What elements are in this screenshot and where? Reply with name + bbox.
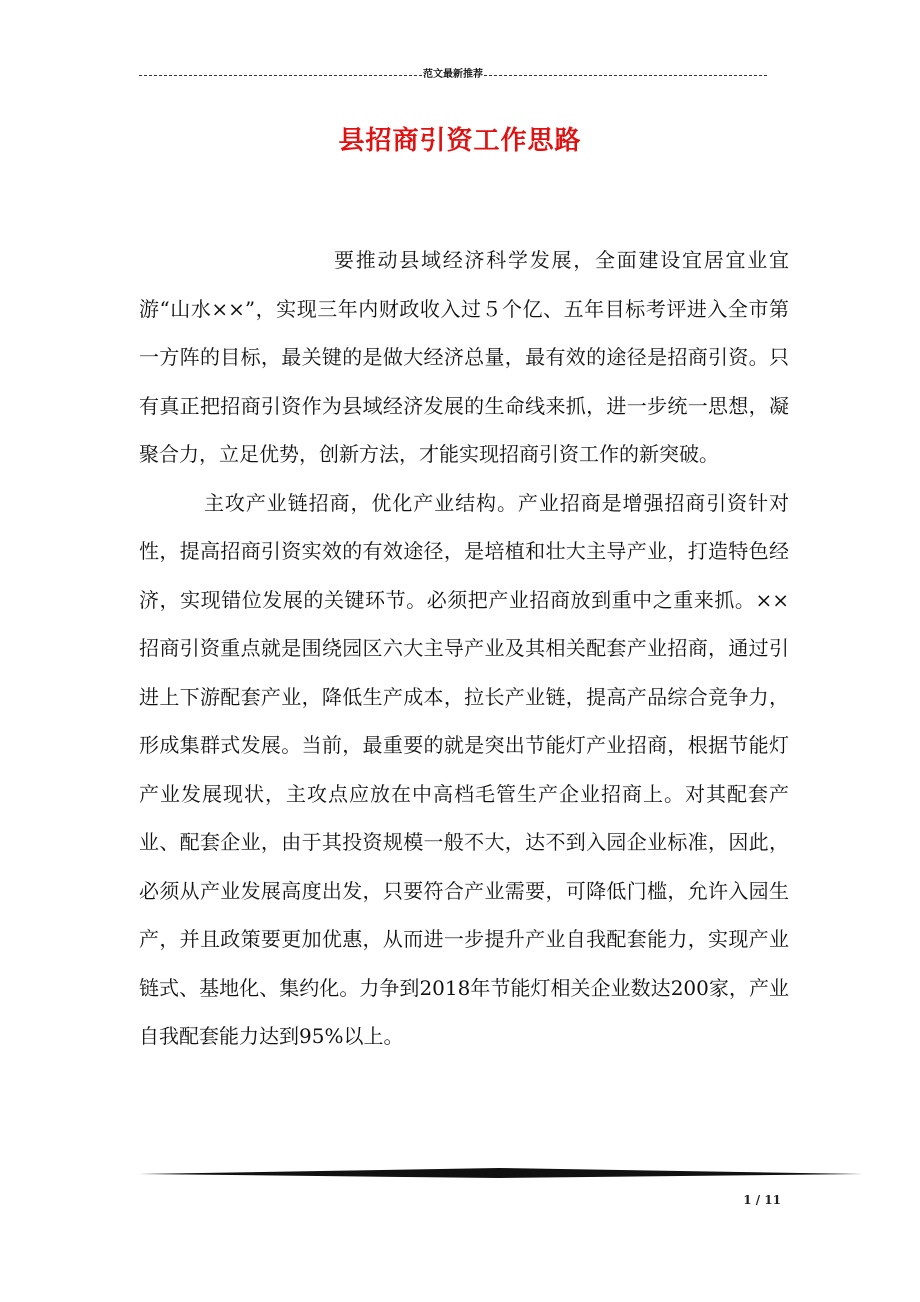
page-indicator: 1 / 11 [743, 1193, 781, 1207]
paragraph-2: 主攻产业链招商，优化产业结构。产业招商是增强招商引资针对性，提高招商引资实效的有效途径，是培植和壮大主导产业，打造特色经济，实现错位发展的关键环节。必须把产业招商放到重中之重来抓。××招商引资重点就是围绕园区六大主导产业及其相关配套产业招商，通过引进上下游配套产业，降低生产成本，拉长产业链，提高产品综合竞争力，形成集群式发展。当前，最重要的就是突出节能灯产业招商，根据节能灯产业发展现状，主攻点应放在中高档毛管生产企业招商上。对其配套产业、配套企业，由于其投资规模一般不大，达不到入园企业标准，因此，必须从产业发展高度出发，只要符合产业需要，可降低门槛，允许入园生产，并且政策要更加优惠，从而进一步提升产业自我配套能力，实现产业链式、基地化、集约化。力争到2018年节能灯相关企业数达200家，产业自我配套能力达到95%以上。 [139, 490, 789, 1048]
header-label: 范文最新推荐 [423, 69, 483, 80]
document-body [139, 236, 789, 1061]
document-title: 县招商引资工作思路 [338, 126, 582, 156]
page-header [139, 68, 767, 82]
header-dashes-left [139, 75, 422, 76]
header-dashes-right [484, 75, 767, 76]
paragraph-1: 要推动县域经济科学发展，全面建设宜居宜业宜游“山水××”，实现三年内财政收入过５个亿、五年目标考评进入全市第一方阵的目标，最关键的是做大经济总量，最有效的途径是招商引资。只有真正把招商引资作为县域经济发展的生命线来抓，进一步统一思想，凝聚合力，立足优势，创新方法，才能实现招商引资工作的新突破。 [139, 248, 789, 466]
footer-divider [139, 1168, 863, 1178]
